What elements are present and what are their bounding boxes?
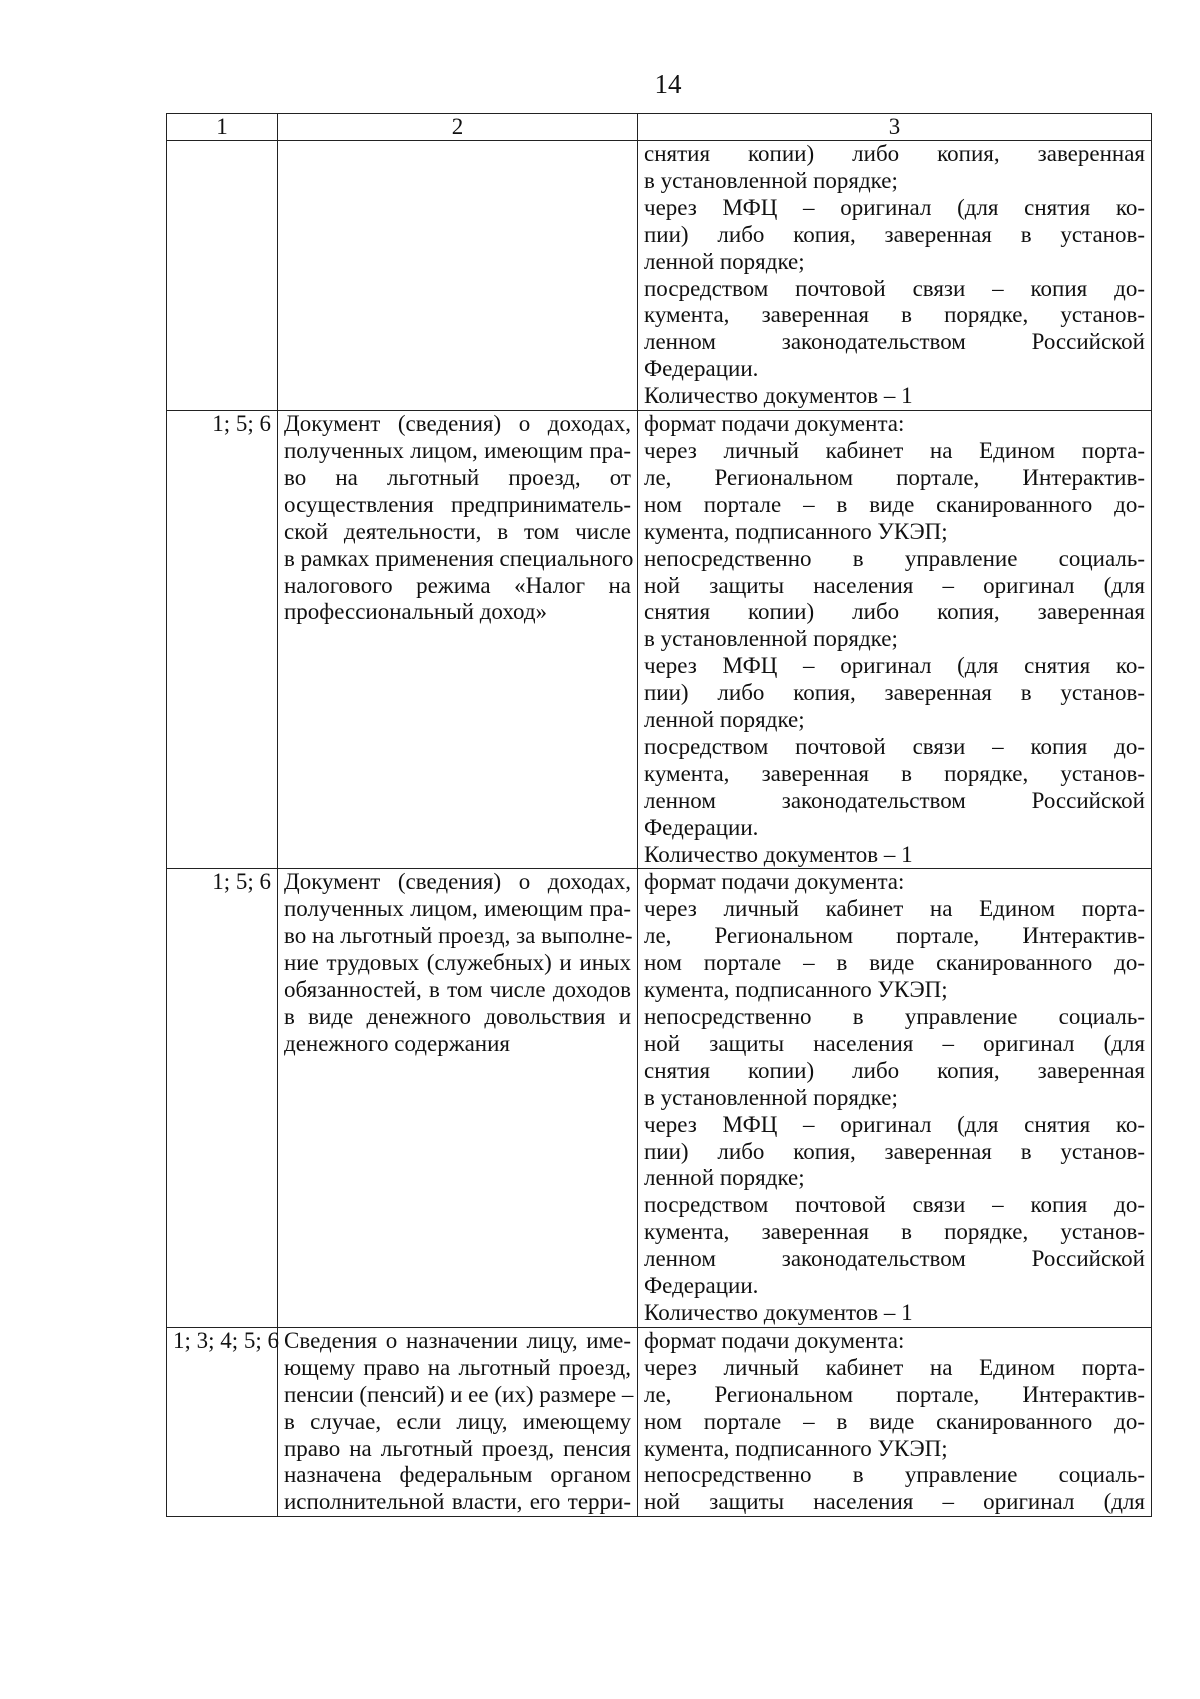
table-body	[167, 141, 1152, 1517]
text-line: снятия копии) либо копия, заверенная	[644, 141, 1145, 166]
text-line: в рамках применения специального	[284, 545, 634, 571]
text-line: кумента, подписанного УКЭП;	[644, 977, 948, 1003]
applicant-category-codes: 1; 3; 4; 5; 6	[167, 1327, 278, 1516]
column-header-3: 3	[638, 114, 1152, 141]
text-line: через МФЦ – оригинал (для снятия ко-	[644, 653, 1145, 679]
text-line: посредством почтовой связи – копия до-	[644, 733, 1145, 759]
text-line: Количество документов – 1	[644, 383, 913, 409]
text-line: ние трудовых (служебных) и иных	[284, 950, 631, 976]
text-line: Количество документов – 1	[644, 841, 913, 867]
column-header-2: 2	[278, 114, 638, 141]
text-line: ленной порядке;	[644, 1165, 805, 1191]
text-line: ленном законодательством Российской	[644, 1246, 1145, 1272]
text-line: ле, Региональном портале, Интерактив-	[644, 464, 1145, 490]
submission-method	[638, 869, 1152, 1327]
text-line: назначена федеральным органом	[284, 1462, 631, 1488]
text-line: Сведения о назначении лицу, име-	[284, 1327, 631, 1353]
text-line: право на льготный проезд, пенсия	[284, 1435, 631, 1461]
text-line: через личный кабинет на Едином порта-	[644, 437, 1145, 463]
text-line: через МФЦ – оригинал (для снятия ко-	[644, 194, 1145, 220]
text-line: через личный кабинет на Едином порта-	[644, 1354, 1145, 1380]
table-row	[167, 1327, 1152, 1516]
text-line: Федерации.	[644, 1273, 759, 1299]
text-line: в установленной порядке;	[644, 167, 898, 193]
table-row	[167, 869, 1152, 1327]
text-line: формат подачи документа:	[644, 1327, 905, 1353]
text-line: ленном законодательством Российской	[644, 329, 1145, 355]
text-line: ной защиты населения – оригинал (для	[644, 1489, 1145, 1515]
text-line: ленной порядке;	[644, 707, 805, 733]
document-description	[278, 869, 638, 1327]
table-header-row	[167, 114, 1152, 141]
text-line: в виде денежного довольствия и	[284, 1004, 631, 1029]
text-line: кумента, заверенная в порядке, установ-	[644, 760, 1145, 786]
text-line: формат подачи документа:	[644, 869, 905, 895]
text-line: пии) либо копия, заверенная в установ-	[644, 221, 1145, 247]
text-line: непосредственно в управление социаль-	[644, 1004, 1145, 1029]
text-line: Федерации.	[644, 814, 759, 840]
text-line: ющему право на льготный проезд,	[284, 1354, 631, 1380]
applicant-category-codes: 1; 5; 6	[167, 411, 278, 869]
applicant-category-codes	[167, 141, 278, 411]
text-line: непосредственно в управление социаль-	[644, 1462, 1145, 1488]
text-line: кумента, подписанного УКЭП;	[644, 1435, 948, 1461]
text-line: денежного содержания	[284, 1030, 510, 1056]
text-line: снятия копии) либо копия, заверенная	[644, 599, 1145, 625]
text-line: полученных лицом, имеющим пра-	[284, 896, 631, 922]
text-line: налогового режима «Налог на	[284, 572, 631, 598]
text-line: через личный кабинет на Едином порта-	[644, 896, 1145, 922]
text-line: посредством почтовой связи – копия до-	[644, 275, 1145, 301]
text-line: кумента, подписанного УКЭП;	[644, 518, 948, 544]
document-description	[278, 141, 638, 411]
page-number: 14	[654, 69, 682, 99]
document-description	[278, 1327, 638, 1516]
document-description	[278, 411, 638, 869]
submission-method	[638, 411, 1152, 869]
text-line: исполнительной власти, его терри-	[284, 1489, 631, 1515]
text-line: во на льготный проезд, от	[284, 464, 631, 490]
text-line: ской деятельности, в том числе	[284, 518, 631, 544]
text-line: пии) либо копия, заверенная в установ-	[644, 680, 1145, 706]
text-line: Документ (сведения) о доходах,	[284, 411, 631, 437]
text-line: во на льготный проезд, за выполне-	[284, 923, 633, 949]
text-line: ном портале – в виде сканированного до-	[644, 950, 1145, 976]
text-line: ной защиты населения – оригинал (для	[644, 572, 1145, 598]
text-line: непосредственно в управление социаль-	[644, 545, 1145, 571]
text-line: в установленной порядке;	[644, 1084, 898, 1110]
submission-method	[638, 141, 1152, 411]
text-line: профессиональный доход»	[284, 599, 548, 625]
text-line: через МФЦ – оригинал (для снятия ко-	[644, 1111, 1145, 1137]
text-line: ле, Региональном портале, Интерактив-	[644, 1381, 1145, 1407]
submission-method	[638, 1327, 1152, 1516]
text-line: обязанностей, в том числе доходов	[284, 977, 631, 1003]
text-line: в установленной порядке;	[644, 626, 898, 652]
text-line: ле, Региональном портале, Интерактив-	[644, 923, 1145, 949]
applicant-category-codes: 1; 5; 6	[167, 869, 278, 1327]
text-line: Количество документов – 1	[644, 1299, 913, 1325]
text-line: снятия копии) либо копия, заверенная	[644, 1057, 1145, 1083]
text-line: посредством почтовой связи – копия до-	[644, 1192, 1145, 1218]
table-row	[167, 141, 1152, 411]
text-line: осуществления предприниматель-	[284, 491, 631, 517]
column-header-1: 1	[167, 114, 278, 141]
text-line: ленном законодательством Российской	[644, 787, 1145, 813]
text-line: в случае, если лицу, имеющему	[284, 1408, 631, 1434]
text-line: пенсии (пенсий) и ее (их) размере –	[284, 1381, 634, 1407]
text-line: ном портале – в виде сканированного до-	[644, 491, 1145, 517]
table-row	[167, 411, 1152, 869]
text-line: пии) либо копия, заверенная в установ-	[644, 1138, 1145, 1164]
text-line: ном портале – в виде сканированного до-	[644, 1408, 1145, 1434]
document-table	[166, 113, 1152, 1517]
text-line: полученных лицом, имеющим пра-	[284, 437, 631, 463]
text-line: Федерации.	[644, 356, 759, 382]
text-line: ленной порядке;	[644, 248, 805, 274]
text-line: формат подачи документа:	[644, 411, 905, 437]
text-line: ной защиты населения – оригинал (для	[644, 1030, 1145, 1056]
text-line: кумента, заверенная в порядке, установ-	[644, 1219, 1145, 1245]
text-line: кумента, заверенная в порядке, установ-	[644, 302, 1145, 328]
text-line: Документ (сведения) о доходах,	[284, 869, 631, 895]
